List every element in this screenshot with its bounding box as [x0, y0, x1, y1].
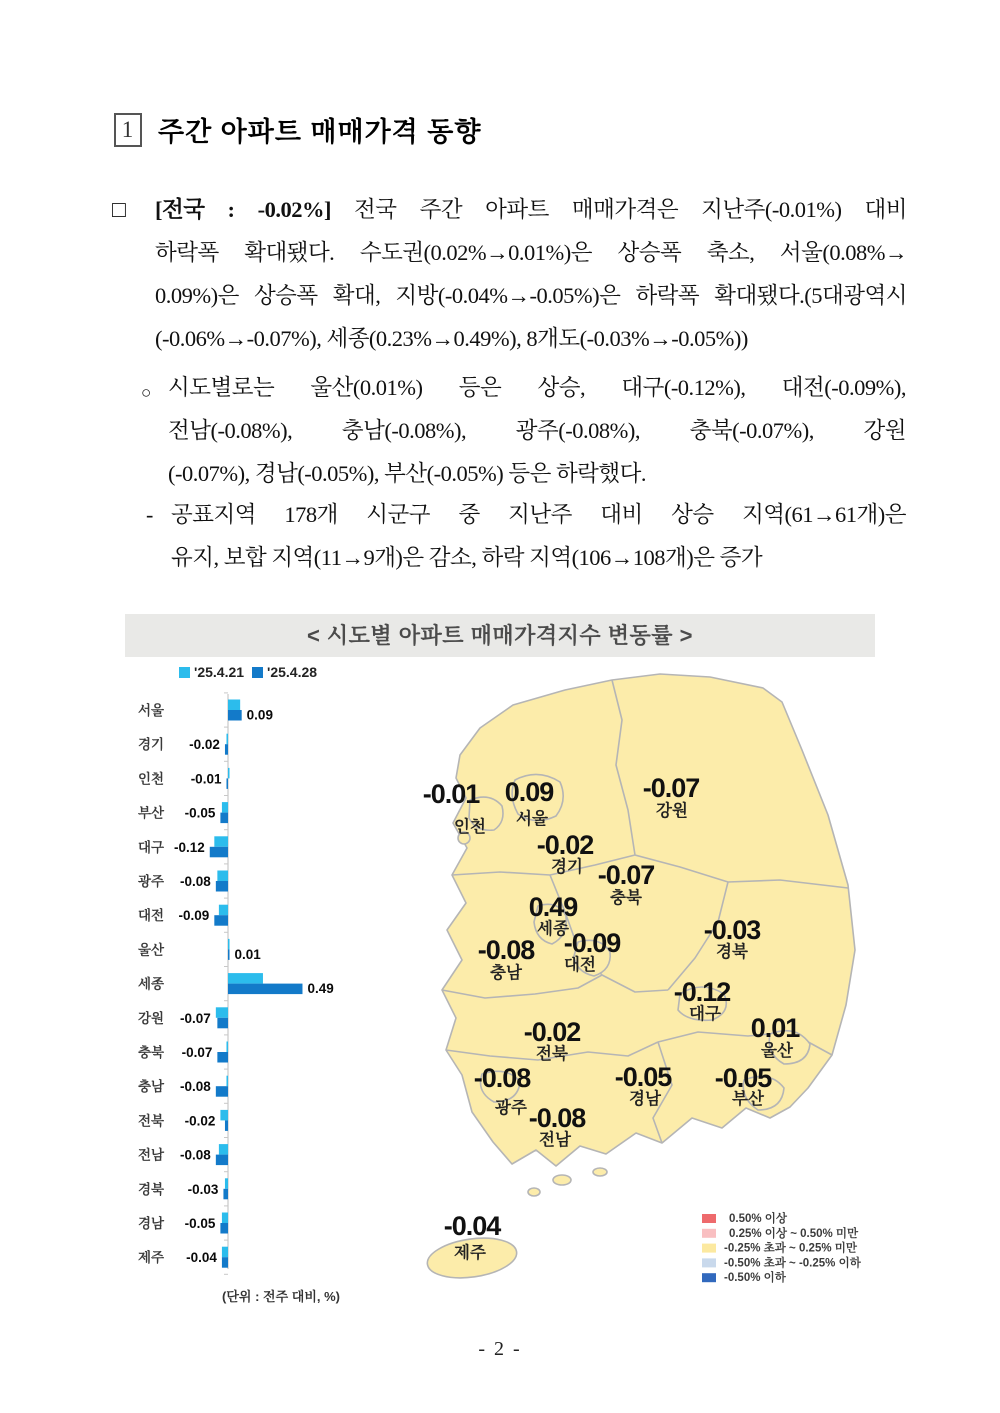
south-island [593, 1168, 607, 1176]
bar-value-label: -0.02 [189, 737, 220, 753]
map-region-label: 충북 [610, 889, 642, 907]
bar-curr [216, 881, 228, 892]
bar-row-label: 서울 [138, 703, 165, 718]
unit-note: (단위 : 전주 대비, %) [222, 1289, 340, 1304]
map-region-label: 대구 [689, 1005, 721, 1023]
bar-prev [226, 734, 228, 745]
bar-row-label: 울산 [138, 942, 165, 958]
dash-bullet-icon: - [146, 502, 153, 527]
map-value-label: 0.49 [528, 892, 578, 922]
bar-curr [216, 1155, 228, 1166]
map-value-label: -0.07 [642, 773, 700, 803]
page-number: - 2 - [478, 1338, 522, 1360]
bar-value-label: -0.12 [173, 839, 205, 855]
bar-prev [214, 836, 228, 847]
map-legend-swatch [702, 1258, 716, 1267]
map-region-label: 광주 [495, 1099, 527, 1117]
bar-curr [223, 1189, 228, 1200]
bar-value-label: -0.07 [181, 1045, 213, 1060]
bar-value-label: -0.05 [184, 805, 216, 821]
map-value-label: -0.08 [477, 935, 535, 965]
bar-row-label: 경남 [138, 1216, 165, 1231]
bar-value-label: -0.08 [180, 1147, 211, 1163]
map-value-label: 0.09 [504, 777, 554, 807]
map-region-label: 울산 [761, 1042, 793, 1060]
bar-row-label: 충남 [138, 1079, 165, 1095]
map-legend-label: -0.50% 이하 [724, 1272, 786, 1285]
map-value-label: -0.04 [443, 1211, 501, 1241]
map-region-label: 경북 [716, 943, 748, 961]
bar-row-label: 전북 [138, 1113, 165, 1129]
bar-prev [220, 1110, 228, 1121]
legend-label-curr: '25.4.28 [267, 664, 318, 680]
map-legend-swatch [702, 1214, 716, 1223]
map-value-label: -0.01 [422, 779, 480, 809]
map-region-label: 인천 [454, 818, 486, 836]
bold-lead: [전국 : -0.02%] [155, 197, 355, 222]
bar-prev [216, 1007, 228, 1018]
map-legend-swatch [702, 1229, 716, 1238]
square-bullet-icon: □ [112, 197, 126, 222]
bar-row-label: 인천 [138, 771, 165, 787]
section-title: 주간 아파트 매매가격 동향 [158, 117, 482, 147]
paragraph-regions-lines [168, 366, 906, 495]
map-value-label: -0.02 [523, 1017, 581, 1047]
legend-label-prev: '25.4.21 [194, 664, 245, 680]
bar-curr [220, 1223, 228, 1234]
bar-prev [225, 1178, 228, 1189]
bar-curr [225, 1120, 228, 1131]
text-line: 유지, 보합 지역(11→9개)은 감소, 하락 지역(106→108개)은 증가 [171, 545, 763, 570]
map-legend-label: -0.50% 초과 ~ -0.25% 이하 [724, 1257, 861, 1270]
south-island [528, 1188, 540, 1196]
map-legend [702, 1211, 862, 1284]
bar-value-label: -0.04 [186, 1250, 217, 1266]
bar-value-label: -0.08 [180, 1079, 211, 1095]
bar-row-label: 대구 [138, 839, 165, 855]
map-legend-label: 0.25% 이상 ~ 0.50% 미만 [729, 1227, 859, 1240]
bar-value-label: 0.49 [307, 981, 334, 997]
bar-row-label: 광주 [138, 874, 165, 889]
paragraph-regions [138, 366, 906, 495]
map-region-label: 전남 [539, 1131, 571, 1149]
bar-prev [228, 939, 230, 950]
text-line: [전국 : -0.02%] 전국 주간 아파트 매매가격은 지난주(-0.01%) 대비 [155, 197, 907, 222]
map-region-label: 서울 [516, 810, 548, 828]
legend-swatch-prev [179, 667, 190, 678]
bar-curr [228, 984, 302, 995]
text-line: (-0.07%), 경남(-0.05%), 부산(-0.05%) 등은 하락했다. [168, 461, 647, 486]
map-legend-label: 0.50% 이상 [729, 1213, 788, 1225]
bar-curr [222, 1257, 228, 1268]
map-value-label: -0.08 [473, 1063, 531, 1093]
legend-swatch-curr [252, 667, 263, 678]
map-legend-label: -0.25% 초과 ~ 0.25% 미만 [724, 1242, 857, 1255]
circle-bullet-icon: ○ [141, 383, 151, 402]
bar-curr [217, 1018, 228, 1029]
map-region-label: 경기 [551, 858, 583, 876]
bar-value-label: 0.09 [246, 707, 273, 723]
paragraph-national-lines [155, 188, 907, 360]
map-value-label: -0.05 [614, 1062, 672, 1092]
map-value-label: -0.12 [673, 977, 731, 1007]
map-region-label: 세종 [537, 920, 569, 938]
text-line: 시도별로는 울산(0.01%) 등은 상승, 대구(-0.12%), 대전(-0.09%), [168, 375, 906, 400]
bar-curr [214, 915, 228, 926]
map-value-label: 0.01 [750, 1013, 800, 1043]
map-region-label: 경남 [629, 1090, 661, 1108]
bar-value-label: -0.05 [184, 1216, 216, 1231]
bar-row-label: 충북 [138, 1045, 165, 1060]
bar-prev [226, 1042, 228, 1053]
bar-value-label: -0.03 [187, 1181, 219, 1197]
bar-row-label: 세종 [138, 976, 165, 992]
bar-chart [133, 660, 345, 1310]
map-region-label: 대전 [564, 956, 596, 974]
map-region-label: 부산 [732, 1090, 764, 1108]
south-island [553, 1175, 571, 1185]
section-heading [114, 110, 481, 149]
map-value-label: -0.09 [563, 928, 621, 958]
map-region-label: 충남 [490, 964, 522, 982]
map-region-label: 강원 [656, 802, 688, 820]
bar-row-label: 경북 [138, 1181, 165, 1197]
section-number-box: 1 [114, 113, 142, 147]
bar-row-label: 부산 [138, 805, 165, 821]
map-value-label: -0.08 [528, 1103, 586, 1133]
bar-prev [228, 700, 240, 711]
text-line: 하락폭 확대됐다. 수도권(0.02%→0.01%)은 상승폭 축소, 서울(0.08%→ [155, 240, 907, 265]
paragraph-national [112, 188, 907, 360]
bar-curr [217, 1052, 228, 1063]
map-region-label: 제주 [454, 1244, 486, 1262]
bar-row-label: 제주 [138, 1250, 165, 1266]
bar-prev [222, 1247, 228, 1258]
map-value-label: -0.03 [703, 915, 761, 945]
bar-curr [228, 710, 242, 721]
bar-value-label: -0.01 [190, 771, 222, 787]
bar-value-label: 0.01 [234, 946, 261, 962]
bar-value-label: -0.07 [180, 1010, 211, 1026]
text-line: (-0.06%→-0.07%), 세종(0.23%→0.49%), 8개도(-0.03%→-0.05%)) [155, 326, 748, 351]
bar-curr [210, 847, 228, 858]
bar-prev [219, 905, 228, 916]
bar-prev [219, 1144, 228, 1155]
bar-row-label: 강원 [138, 1010, 165, 1026]
bar-curr [226, 778, 228, 789]
bar-curr [220, 813, 228, 824]
map-region-label: 전북 [536, 1045, 568, 1063]
bar-value-label: -0.09 [178, 908, 210, 924]
bar-prev [226, 1076, 228, 1087]
bar-prev [228, 973, 263, 984]
map-legend-swatch [702, 1244, 716, 1253]
bar-prev [228, 768, 230, 779]
korea-map [350, 660, 960, 1310]
map-value-label: -0.02 [536, 830, 594, 860]
map-value-label: -0.05 [714, 1063, 772, 1093]
bar-prev [222, 802, 228, 813]
map-value-label: -0.07 [597, 860, 655, 890]
bar-value-label: -0.02 [184, 1113, 216, 1129]
text-line: 0.09%)은 상승폭 확대, 지방(-0.04%→-0.05%)은 하락폭 확대됐다.(5대광역시 [155, 283, 907, 308]
bar-prev [222, 1213, 228, 1224]
bar-prev [217, 871, 228, 882]
bar-value-label: -0.08 [180, 874, 211, 889]
text-line: 공표지역 178개 시군구 중 지난주 대비 상승 지역(61→61개)은 [171, 502, 906, 527]
bar-row-label: 경기 [138, 737, 165, 753]
map-legend-swatch [702, 1273, 716, 1282]
paragraph-counts-lines [171, 493, 906, 579]
text-line: 전남(-0.08%), 충남(-0.08%), 광주(-0.08%), 충북(-0.07%), 강원 [168, 418, 906, 443]
bar-curr [216, 1086, 228, 1097]
bar-row-label: 전남 [138, 1147, 165, 1163]
bar-curr [225, 744, 228, 755]
figure-title-bar: < 시도별 아파트 매매가격지수 변동률 > [125, 614, 875, 657]
bar-row-label: 대전 [138, 908, 165, 924]
bar-curr [228, 949, 230, 960]
paragraph-counts [144, 493, 906, 579]
